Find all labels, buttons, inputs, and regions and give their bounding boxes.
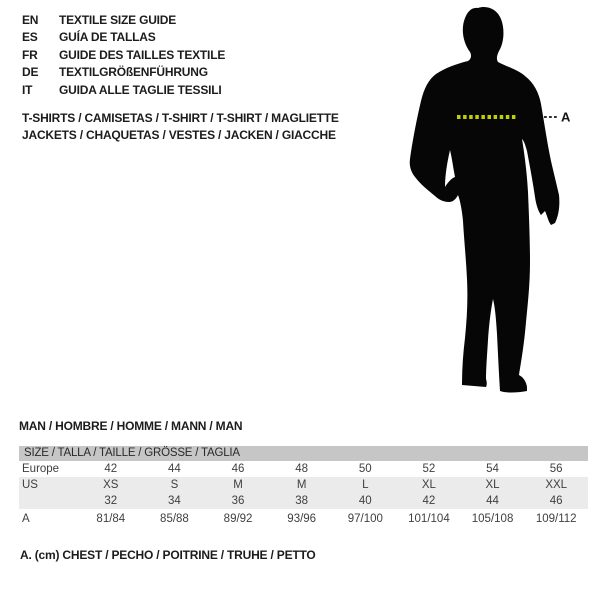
language-row — [22, 11, 225, 29]
size-value: 44 — [168, 463, 181, 475]
language-title: GUÍA DE TALLAS — [59, 30, 156, 45]
man-silhouette-svg — [400, 0, 600, 400]
size-value: 81/84 — [96, 512, 126, 525]
language-code: ES — [22, 30, 38, 45]
size-value: 93/96 — [287, 512, 317, 525]
size-value: 109/112 — [535, 512, 577, 525]
size-value: 34 — [168, 495, 181, 507]
size-value: 36 — [231, 495, 245, 507]
size-value: 52 — [422, 463, 436, 475]
language-title: TEXTILE SIZE GUIDE — [59, 12, 177, 27]
measure-label-a: A — [561, 109, 571, 125]
table-row — [19, 477, 588, 493]
size-value: XS — [103, 479, 119, 491]
row-label: A — [22, 512, 30, 525]
size-value: S — [170, 479, 179, 491]
size-value: L — [362, 479, 369, 491]
size-value: XL — [421, 479, 436, 491]
size-value: XL — [485, 479, 500, 491]
size-value: 32 — [104, 495, 118, 507]
size-value: 44 — [486, 495, 499, 507]
measurement-footnote: A. (cm) CHEST / PECHO / POITRINE / TRUHE / PETTO — [20, 548, 316, 562]
language-code: EN — [22, 12, 39, 27]
size-value: 42 — [104, 463, 118, 475]
size-value: 46 — [549, 495, 563, 507]
size-value: 85/88 — [160, 512, 189, 525]
language-row — [22, 29, 225, 47]
table-row — [19, 461, 588, 477]
language-code: FR — [22, 47, 38, 62]
category-line-jackets: JACKETS / CHAQUETAS / VESTES / JACKEN / GIACCHE — [22, 127, 336, 142]
language-code: IT — [22, 82, 33, 97]
language-row — [22, 46, 225, 64]
garment-categories — [22, 111, 339, 144]
language-row — [22, 81, 225, 99]
size-value: 48 — [295, 463, 309, 475]
row-label: Europe — [22, 463, 60, 475]
section-title-man: MAN / HOMBRE / HOMME / MANN / MAN — [19, 419, 243, 433]
size-value: 42 — [422, 495, 436, 507]
language-title: GUIDA ALLE TAGLIE TESSILI — [59, 82, 222, 97]
size-value: 89/92 — [223, 512, 253, 525]
category-line-tshirts: T-SHIRTS / CAMISETAS / T-SHIRT / T-SHIRT / MAGLIETTE — [22, 111, 339, 125]
size-value: 54 — [486, 463, 499, 475]
language-title: GUIDE DES TAILLES TEXTILE — [59, 47, 226, 62]
table-row — [19, 493, 588, 509]
size-value: 38 — [295, 495, 309, 507]
size-value: 56 — [549, 463, 563, 475]
man-silhouette-path — [410, 7, 560, 392]
size-value: 105/108 — [471, 512, 514, 525]
size-table — [19, 446, 588, 528]
size-table-header: SIZE / TALLA / TAILLE / GRÖSSE / TAGLIA — [19, 446, 588, 461]
size-value: 50 — [358, 463, 372, 475]
language-row — [22, 64, 225, 82]
man-silhouette-figure — [400, 0, 600, 400]
language-code: DE — [22, 65, 39, 80]
language-list — [22, 11, 225, 99]
size-table-body — [19, 461, 588, 528]
size-value: 101/104 — [408, 512, 450, 525]
size-value: 40 — [358, 495, 372, 507]
size-value: 97/100 — [347, 512, 383, 525]
row-label: US — [22, 479, 38, 491]
size-value: M — [233, 479, 243, 491]
size-value: M — [296, 479, 307, 491]
table-row — [19, 509, 588, 528]
size-value: 46 — [231, 463, 245, 475]
size-value: XXL — [545, 479, 568, 491]
language-title: TEXTILGRÖßENFÜHRUNG — [59, 65, 208, 80]
